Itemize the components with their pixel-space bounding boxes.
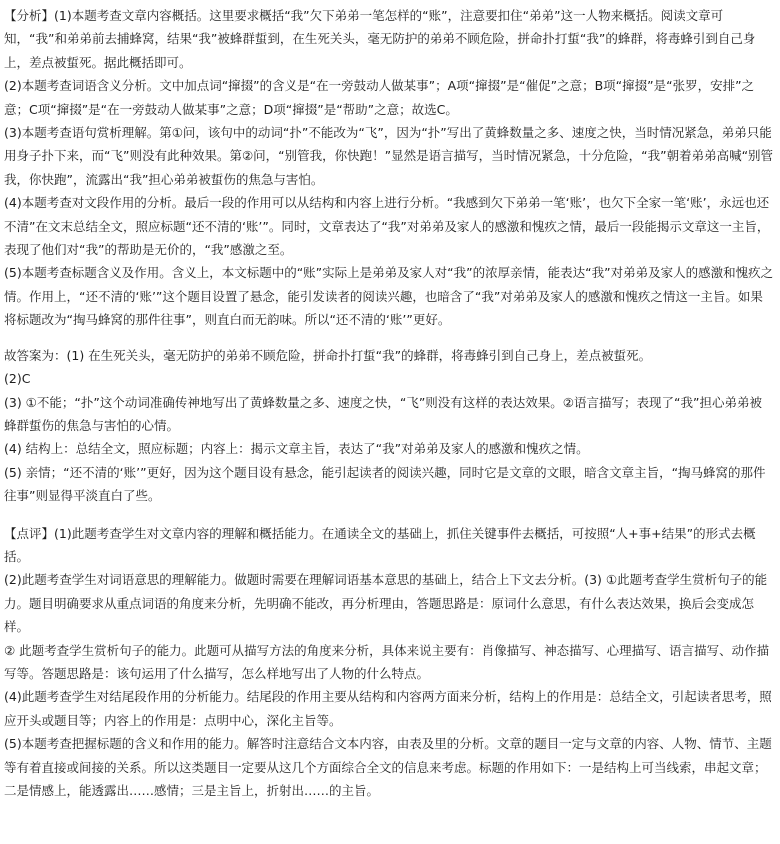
comment-paragraph-3: ② 此题考查学生赏析句子的能力。此题可从描写方法的角度来分析，具体来说主要有：肖像描写、神态描写、心理描写、语言描写、动作描写等。答题思路是：该句运用了什么描写，怎么样地写出了人物的什么特点。: [4, 642, 770, 681]
answer-paragraph-5: (5) 亲情；“还不清的‘账’”更好，因为这个题目设有悬念，能引起读者的阅读兴趣，同时它是文章的文眼，暗含文章主旨，“掏马蜂窝的那件往事”则显得平淡直白了些。: [4, 464, 766, 504]
analysis-paragraph-3: (3)本题考查语句赏析理解。第①问，该句中的动词“扑”不能改为“飞”，因为“扑”写出了黄蜂数量之多、速度之快，当时情况紧急，弟弟只能用身子扑下来，而“飞”则没有此种效果。第②问，“别管我，你快跑！”显然是语言描写，当时情况紧急，十分危险，“我”朝着弟弟高喊“别管我，你快跑”，流露出“我”担心弟弟被蜇伤的焦急与害怕。: [4, 125, 774, 187]
comment-paragraph-4: (4)此题考查学生对结尾段作用的分析能力。结尾段的作用主要从结构和内容两方面来分析，结构上的作用是：总结全文，引起读者思考，照应开头或题目等；内容上的作用是：点明中心，深化主旨等。: [4, 689, 772, 728]
comment-paragraph-2: (2)此题考查学生对词语意思的理解能力。做题时需要在理解词语基本意思的基础上，结合上下文去分析。(3) ①此题考查学生赏析句子的能力。题目明确要求从重点词语的角度来分析，先明确不能改，再分析理由，答题思路是：原词什么意思，有什么表达效果，换后会变成怎样。: [4, 572, 768, 635]
analysis-paragraph-1: 【分析】(1)本题考查文章内容概括。这里要求概括“我”欠下弟弟一笔怎样的“账”，注意要扣住“弟弟”这一人物来概括。阅读文章可知，“我”和弟弟前去捕蜂窝，结果“我”被蜂群蜇到，在生死关头，毫无防护的弟弟不顾危险，拼命扑打蜇“我”的蜂群，将毒蜂引到自己身上，差点被蜇死。据此概括即可。: [4, 8, 756, 70]
analysis-paragraph-4: (4)本题考查对文段作用的分析。最后一段的作用可以从结构和内容上进行分析。“我感到欠下弟弟一笔‘账’，也欠下全家一笔‘账’，永远也还不清”在文末总结全文，照应标题“还不清的‘账’”。同时，文章表达了“我”对弟弟及家人的感激和愧疚之情，最后一段能揭示文章这一主旨，表现了他们对“我”的帮助是无价的，“我”感激之至。: [4, 195, 770, 258]
analysis-paragraph-5: (5)本题考查标题含义及作用。含义上，本文标题中的“账”实际上是弟弟及家人对“我”的浓厚亲情，能表达“我”对弟弟及家人的感激和愧疚之情。作用上，“还不清的‘账’”这个题目设置了悬念，能引发读者的阅读兴趣，也暗含了“我”对弟弟及家人的感激和愧疚之情这一主旨。如果将标题改为“掏马蜂窝的那件往事”，则直白而无韵味。所以“还不清的‘账’”更好。: [4, 265, 774, 328]
answer-paragraph-3: (3) ①不能；“扑”这个动词准确传神地写出了黄蜂数量之多、速度之快，“飞”则没有这样的表达效果。②语言描写；表现了“我”担心弟弟被蜂群蜇伤的焦急与害怕的心情。: [4, 394, 762, 433]
answer-paragraph-4: (4) 结构上：总结全文，照应标题；内容上：揭示文章主旨，表达了“我”对弟弟及家人的感激和愧疚之情。: [4, 441, 589, 457]
section-spacer: [4, 508, 774, 522]
comments-section: [4, 522, 774, 803]
comment-paragraph-5: (5)本题考查把握标题的含义和作用的能力。解答时注意结合文本内容，由表及里的分析。文章的题目一定与文章的内容、人物、情节、主题等有着直接或间接的关系。所以这类题目一定要从这几个方面综合全文的信息来考虑。标题的作用如下：一是结构上可当线索，串起文章；二是情感上，能透露出……感情；三是主旨上，折射出……的主旨。: [4, 736, 772, 798]
comment-paragraph-1: 【点评】(1)此题考查学生对文章内容的理解和概括能力。在通读全文的基础上，抓住关键事件去概括，可按照“人+事+结果”的形式去概括。: [4, 525, 756, 564]
answer-paragraph-2: (2)C: [4, 371, 31, 387]
answers-section: [4, 344, 774, 508]
analysis-paragraph-2: (2)本题考查词语含义分析。文中加点词“撺掇”的含义是“在一旁鼓动人做某事”；A项“撺掇”是“催促”之意；B项“撺掇”是“张罗，安排”之意；C项“撺掇”是“在一旁鼓动人做某事”之意；D项“撺掇”是“帮助”之意；故选C。: [4, 78, 755, 117]
analysis-section: [4, 4, 774, 332]
section-spacer: [4, 332, 774, 344]
answer-paragraph-1: 故答案为：(1) 在生死关头，毫无防护的弟弟不顾危险，拼命扑打蜇“我”的蜂群，将毒蜂引到自己身上，差点被蜇死。: [4, 347, 652, 363]
